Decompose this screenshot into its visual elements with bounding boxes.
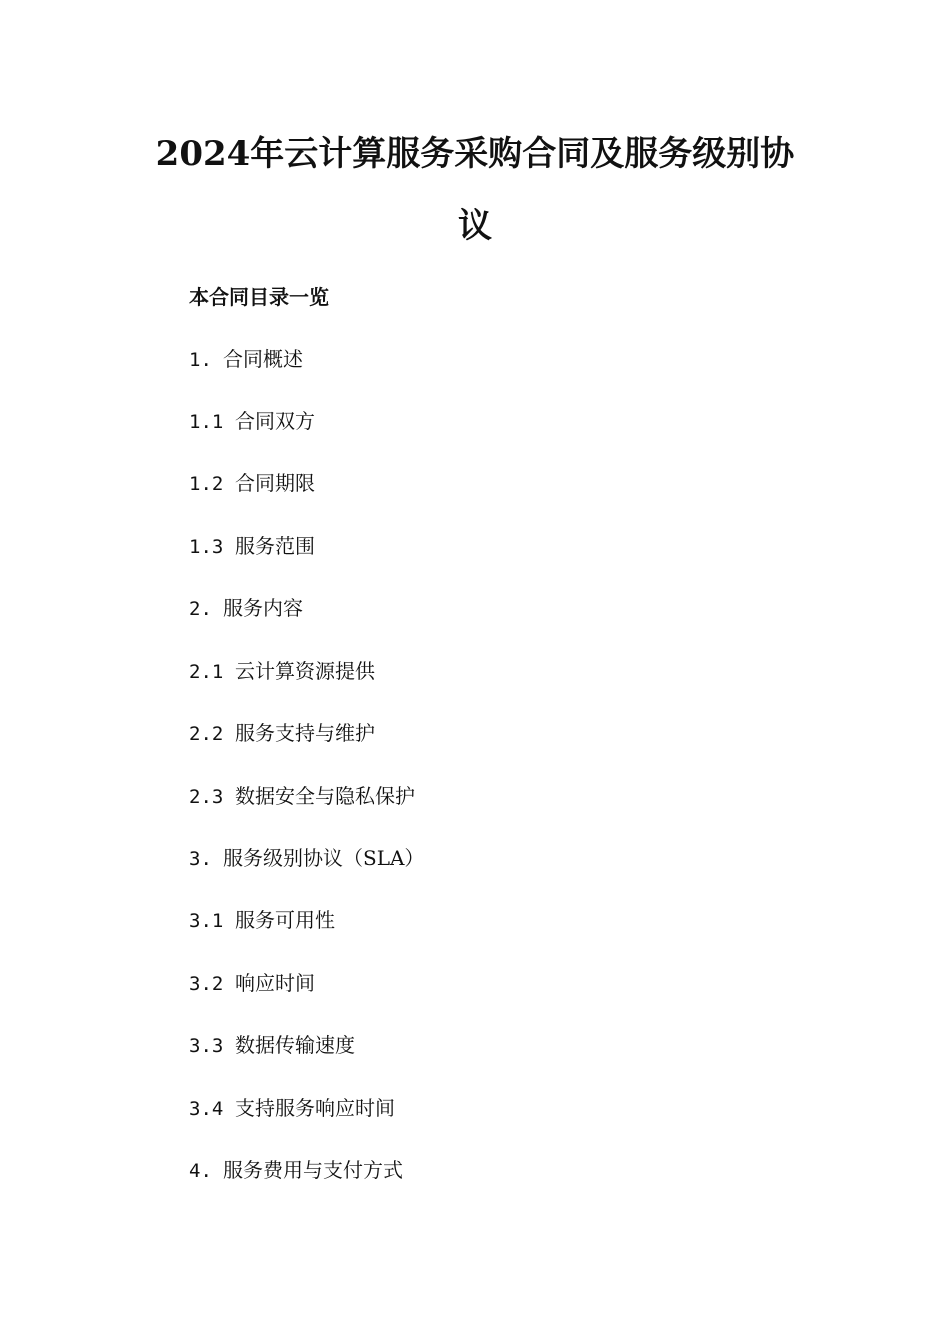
toc-item-text: 服务级别协议（SLA）	[223, 846, 425, 870]
toc-item-text: 数据传输速度	[235, 1033, 355, 1057]
toc-item-text: 合同期限	[235, 471, 315, 495]
toc-item-text: 合同概述	[223, 347, 303, 371]
toc-item	[189, 1156, 403, 1185]
toc-item-text: 服务内容	[223, 596, 303, 620]
toc-item-number: 1.3	[189, 536, 224, 558]
toc-item	[189, 782, 415, 811]
toc-item-number: 4.	[189, 1160, 212, 1182]
toc-item	[189, 1094, 395, 1123]
toc-item-text: 支持服务响应时间	[235, 1096, 395, 1120]
toc-item	[189, 345, 303, 374]
toc-item	[189, 719, 375, 748]
document-title-line-2: 议	[458, 206, 492, 246]
toc-item-number: 3.2	[189, 973, 224, 995]
toc-item	[189, 594, 303, 623]
toc-item-text: 响应时间	[235, 971, 315, 995]
toc-heading: 本合同目录一览	[189, 285, 329, 309]
toc-item	[189, 469, 315, 498]
toc-item-number: 2.	[189, 598, 212, 620]
toc-item	[189, 657, 375, 686]
toc-item-text: 数据安全与隐私保护	[235, 784, 415, 808]
toc-item-number: 3.3	[189, 1035, 224, 1057]
toc-item-number: 3.1	[189, 910, 224, 932]
toc-item-text: 服务支持与维护	[235, 721, 375, 745]
toc-item-number: 1.1	[189, 411, 224, 433]
toc-item	[189, 906, 335, 935]
toc-item	[189, 844, 424, 873]
toc-item-number: 2.1	[189, 661, 224, 683]
toc-item-text: 合同双方	[235, 409, 315, 433]
toc-item-text: 服务范围	[235, 534, 315, 558]
toc-item	[189, 532, 315, 561]
toc-item	[189, 407, 315, 436]
toc-item-number: 1.2	[189, 473, 224, 495]
toc-item-text: 服务可用性	[235, 908, 335, 932]
toc-item	[189, 1031, 355, 1060]
toc-item-number: 1.	[189, 349, 212, 371]
toc-item-number: 3.4	[189, 1098, 224, 1120]
document-title-line-1: 2024年云计算服务采购合同及服务级别协	[155, 134, 795, 174]
toc-item-number: 3.	[189, 848, 212, 870]
toc-item	[189, 969, 315, 998]
toc-item-number: 2.2	[189, 723, 224, 745]
toc-item-text: 服务费用与支付方式	[223, 1158, 403, 1182]
toc-item-text: 云计算资源提供	[235, 659, 375, 683]
toc-item-number: 2.3	[189, 786, 224, 808]
